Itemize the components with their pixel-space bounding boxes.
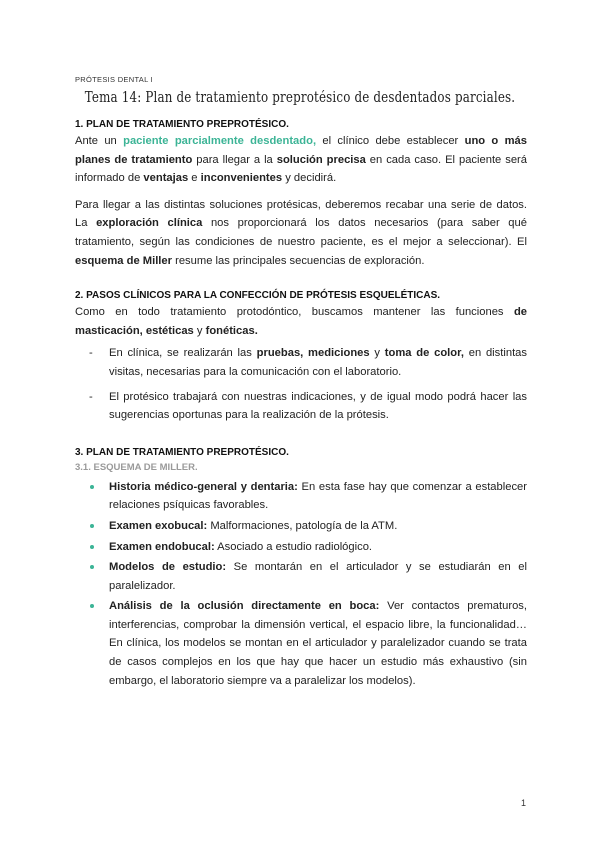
list-item: Modelos de estudio: Se montarán en el articulador y se estudiarán en el paralelizador. [75,558,527,595]
list-item: Examen exobucal: Malformaciones, patología de la ATM. [75,517,527,536]
list-item: - En clínica, se realizarán las pruebas, mediciones y toma de color, en distintas visitas, necesarias para la comunicación con el laboratorio. [89,347,527,378]
section-1-paragraph-1: Ante un paciente parcialmente desdentado, el clínico debe establecer uno o más planes de tratamiento para llegar a la solución precisa en cada caso. El paciente será informado de ventajas e inconvenientes y decidirá. [75,135,527,185]
document-header: PRÓTESIS DENTAL I [75,75,154,84]
highlight-text: paciente parcialmente desdentado, [123,135,317,147]
section-3-subheading: 3.1. ESQUEMA DE MILLER. [75,461,198,473]
section-2-heading: 2. PASOS CLÍNICOS PARA LA CONFECCIÓN DE PRÓTESIS ESQUELÉTICAS. [75,290,441,302]
list-item: Análisis de la oclusión directamente en boca: Ver contactos prematuros, interferencias, comprobar la dimensión vertical, el espacio libre, la funcionalidad… En clínica, los modelos se montan en el articulador y paralelizador cuando se trata de casos complejos en los que hay que hacer un estudio más exhaustivo (sin embargo, el laboratorio siempre va a paralelizar los modelos). [75,597,527,690]
topic-title: Tema 14: Plan de tratamiento preprotésico de desdentados parciales. [84,90,516,106]
section-1-heading: 1. PLAN DE TRATAMIENTO PREPROTÉSICO. [75,119,289,130]
bullet-icon [90,485,94,489]
bullet-icon [90,524,94,528]
list-item: Examen endobucal: Asociado a estudio radiológico. [75,538,527,557]
bullet-icon [90,565,94,569]
miller-scheme-list [75,478,527,691]
bullet-icon [90,545,94,549]
section-2-list [75,344,527,424]
list-item: Historia médico-general y dentaria: En esta fase hay que comenzar a establecer relaciones psíquicas favorables. [75,478,527,515]
section-3-heading: 3. PLAN DE TRATAMIENTO PREPROTÉSICO. [75,446,289,458]
bullet-icon [90,604,94,608]
section-2-paragraph-1: Como en todo tratamiento protodóntico, buscamos mantener las funciones de masticación, estéticas y fonéticas. [75,306,527,337]
document-body [75,117,527,692]
list-item: - El protésico trabajará con nuestras indicaciones, y de igual modo podrá hacer las sugerencias oportunas para la realización de la prótesis. [89,390,527,422]
page-number: 1 [521,798,527,808]
section-1-paragraph-2: Para llegar a las distintas soluciones protésicas, deberemos recabar una serie de datos. La exploración clínica nos proporcionará los datos necesarios (para saber qué tratamiento, según las condiciones de nuestro paciente, es el mejor a seleccionar). El esquema de Miller resume las principales secuencias de exploración. [75,198,527,267]
